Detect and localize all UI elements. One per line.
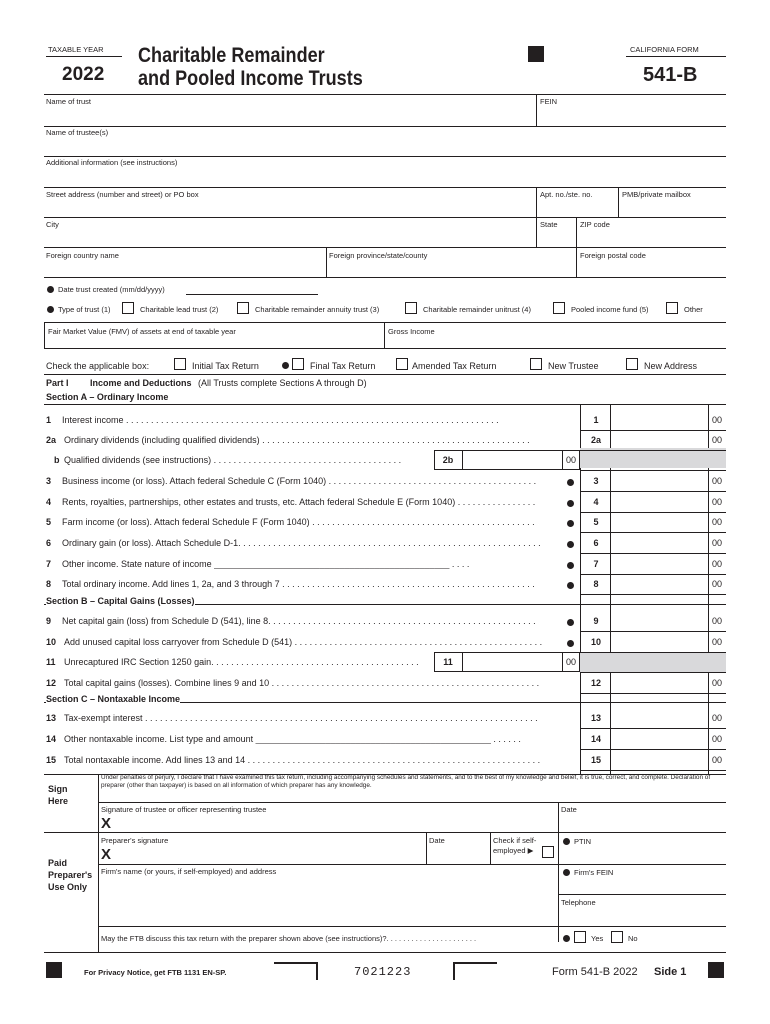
form-title-line2: and Pooled Income Trusts — [138, 67, 363, 90]
line-amount-field[interactable] — [611, 431, 707, 449]
line-number: 11 — [46, 657, 56, 667]
new-trustee-checkbox[interactable] — [530, 358, 542, 370]
discuss-question: May the FTB discuss this tax return with the preparer shown above (see instructions)?. . . . . . . . . . . . . . . . . . . . . . — [101, 934, 477, 943]
line-number: 8 — [46, 579, 52, 589]
line-box-number: 3 — [593, 476, 599, 486]
section-a-title: Section A – Ordinary Income — [46, 392, 169, 402]
line-cents: 00 — [712, 435, 723, 445]
city-field[interactable] — [46, 229, 532, 245]
gross-income-label: Gross Income — [388, 327, 435, 336]
firm-name-label: Firm's name (or yours, if self-employed) and address — [101, 867, 277, 876]
line-number: 5 — [46, 517, 52, 527]
date-created-field[interactable] — [186, 294, 318, 295]
trust-type-2-label: Charitable lead trust (2) — [140, 305, 219, 314]
apt-label: Apt. no./ste. no. — [540, 190, 593, 199]
line-label: Business income (or loss). Attach federal Schedule C (Form 1040) . . . . . . . . . . . . . . . . . . . . . . . . . . . . . . . . . . . . . . . . . . — [62, 476, 537, 486]
line-label: Add unused capital loss carryover from Schedule D (541) . . . . . . . . . . . . . . . . . . . . . . . . . . . . . . . . . . . . . . . . . . . . . . . . . . — [64, 637, 543, 647]
line-cents: 00 — [712, 678, 723, 688]
form-title-line1: Charitable Remainder — [138, 44, 325, 67]
name-of-trust-field[interactable] — [46, 106, 534, 124]
line-number: 12 — [46, 678, 57, 688]
line-cents: 00 — [712, 476, 723, 486]
trust-type-3-label: Charitable remainder annuity trust (3) — [255, 305, 380, 314]
discuss-no-label: No — [628, 934, 638, 943]
line-box-number: 5 — [593, 517, 599, 527]
form-reference: Form 541-B 2022 — [552, 966, 638, 978]
pmb-label: PMB/private mailbox — [622, 190, 691, 199]
line-box-number: 12 — [590, 678, 601, 688]
line-number: 13 — [46, 713, 57, 723]
foreign-postal-label: Foreign postal code — [580, 251, 646, 260]
name-of-trust-label: Name of trust — [46, 97, 92, 106]
line-label: Interest income . . . . . . . . . . . . . . . . . . . . . . . . . . . . . . . . . . . . . . . . . . . . . . . . . . . . . . . . . . . . . . . . . . . . . . . . . . . — [62, 415, 499, 425]
line-label: Ordinary dividends (including qualified dividends) . . . . . . . . . . . . . . . . . . . . . . . . . . . . . . . . . . . . . . . . . . . . . . . . . . . . . . — [64, 435, 530, 445]
line-cents: 00 — [712, 713, 723, 723]
street-label: Street address (number and street) or PO box — [46, 190, 199, 199]
line-label: Ordinary gain (or loss). Attach Schedule D-1. . . . . . . . . . . . . . . . . . . . . . . . . . . . . . . . . . . . . . . . . . . . . . . . . . . . . . . . . . . . . — [62, 538, 541, 548]
footer-registration-mark-left — [46, 962, 62, 978]
city-label: City — [46, 220, 59, 229]
line-label: Rents, royalties, partnerships, other estates and trusts, etc. Attach federal Schedule E (Form 1040) . . . . . . . . . . . . . . . . — [62, 497, 536, 507]
section-b-title: Section B – Capital Gains (Losses) — [46, 596, 195, 606]
line-number: 9 — [46, 616, 52, 626]
preparer-date-label: Date — [429, 836, 445, 845]
line-box-number: 2a — [590, 435, 601, 445]
final-return-checkbox[interactable] — [292, 358, 304, 370]
line-label: Other nontaxable income. List type and amount _______________________________________________ . . . . . . — [64, 734, 521, 744]
line-cents: 00 — [712, 517, 723, 527]
line-bullet — [567, 640, 574, 647]
firm-name-field[interactable] — [101, 878, 555, 940]
registration-mark — [528, 46, 544, 62]
line-label: Other income. State nature of income _______________________________________________ . . . . — [62, 559, 470, 569]
trust-type-1-checkbox[interactable] — [122, 302, 134, 314]
foreign-province-label: Foreign province/state/county — [329, 251, 428, 260]
line-box-number: 7 — [593, 559, 599, 569]
tax-year: 2022 — [62, 64, 105, 85]
discuss-yes-checkbox[interactable] — [574, 931, 586, 943]
date-created-label: Date trust created (mm/dd/yyyy) — [58, 285, 165, 294]
line-cents: 00 — [712, 734, 723, 744]
zip-label: ZIP code — [580, 220, 610, 229]
line-box-number: 13 — [590, 713, 601, 723]
line-number: 1 — [46, 415, 52, 425]
line-box-number: 8 — [593, 579, 599, 589]
trust-type-other-label: Other — [684, 305, 703, 314]
line-bullet — [567, 479, 574, 486]
line-amount-field[interactable] — [611, 633, 707, 651]
line-number: 6 — [46, 538, 52, 548]
line-cents: 00 — [712, 415, 723, 425]
street-field[interactable] — [46, 199, 532, 215]
line-cents: 00 — [566, 657, 577, 667]
trustee-signature-x: X — [101, 815, 112, 832]
line-box-number: 1 — [593, 415, 599, 425]
line-amount-field[interactable] — [611, 709, 707, 727]
preparer-signature-label: Preparer's signature — [101, 836, 169, 845]
preparers-label: Preparer's — [48, 870, 93, 880]
line-bullet — [567, 541, 574, 548]
line-amount-field[interactable] — [611, 751, 707, 769]
part1-note: (All Trusts complete Sections A through D) — [198, 378, 367, 388]
line-box-number: 10 — [590, 637, 601, 647]
trustee-signature-field[interactable] — [120, 814, 556, 832]
line-amount-field[interactable] — [611, 472, 707, 490]
line-box-number: 6 — [593, 538, 599, 548]
here-label: Here — [48, 796, 69, 806]
footer-registration-mark-right — [708, 962, 724, 978]
line-cents: 00 — [712, 497, 723, 507]
line-number: 3 — [46, 476, 52, 486]
line-number: 4 — [46, 497, 52, 507]
line-box-number: 4 — [593, 497, 599, 507]
line-bullet — [567, 562, 574, 569]
taxable-year-label: TAXABLE YEAR — [48, 45, 104, 54]
self-employed-checkbox[interactable] — [542, 846, 554, 858]
fmv-label: Fair Market Value (FMV) of assets at end of taxable year — [48, 327, 236, 336]
ptin-label: PTIN — [574, 837, 592, 846]
fein-field[interactable] — [540, 106, 724, 124]
use-only-label: Use Only — [48, 882, 88, 892]
state-label: State — [540, 220, 558, 229]
final-return-label: Final Tax Return — [310, 361, 376, 371]
privacy-notice: For Privacy Notice, get FTB 1131 EN-SP. — [84, 968, 227, 977]
line-number: 15 — [46, 755, 57, 765]
line-amount-field[interactable] — [611, 493, 707, 511]
telephone-label: Telephone — [561, 898, 596, 907]
trust-type-5-label: Pooled income fund (5) — [571, 305, 649, 314]
line-label: Total capital gains (losses). Combine lines 9 and 10 . . . . . . . . . . . . . . . . . . . . . . . . . . . . . . . . . . . . . . . . . . . . . . . . . . . . . . — [64, 678, 540, 688]
line-bullet — [567, 582, 574, 589]
side-label: Side 1 — [654, 966, 687, 978]
sign-label: Sign — [48, 784, 68, 794]
trustee-signature-label: Signature of trustee or officer representing trustee — [101, 805, 267, 814]
trust-type-4-checkbox[interactable] — [553, 302, 565, 314]
self-employed-label2: employed ▶ — [493, 846, 534, 855]
line-cents: 00 — [712, 538, 723, 548]
line-amount-field[interactable] — [611, 534, 707, 552]
line-bullet — [567, 500, 574, 507]
perjury-statement: Under penalties of perjury, I declare that I have examined this tax return, including accompanying schedules and statements, and to the best of my knowledge and belief, it is true, correct, and complete. Declaration of preparer (other than taxpayer) is based on all information of which preparer has any knowledge. — [101, 774, 711, 789]
footer-bracket-right — [453, 962, 497, 980]
line-cents: 00 — [712, 637, 723, 647]
section-c-title: Section C – Nontaxable Income — [46, 694, 181, 704]
line-amount-field[interactable] — [611, 674, 707, 692]
part1-title: Income and Deductions — [90, 378, 192, 388]
initial-return-checkbox[interactable] — [174, 358, 186, 370]
line-label: Farm income (or loss). Attach federal Schedule F (Form 1040) . . . . . . . . . . . . . . . . . . . . . . . . . . . . . . . . . . . . . . . . . . . . . — [62, 517, 535, 527]
line-box-number: 11 — [443, 657, 453, 667]
line-amount-field[interactable] — [611, 730, 707, 748]
line-number: b — [54, 455, 60, 465]
new-trustee-label: New Trustee — [548, 361, 599, 371]
trust-type-5-checkbox[interactable] — [666, 302, 678, 314]
line-cents: 00 — [712, 755, 723, 765]
self-employed-label1: Check if self- — [493, 836, 537, 845]
line-cents: 00 — [712, 616, 723, 626]
line-label: Net capital gain (loss) from Schedule D (541), line 8. . . . . . . . . . . . . . . . . . . . . . . . . . . . . . . . . . . . . . . . . . . . . . . . . . . . . . — [62, 616, 536, 626]
line-cents: 00 — [712, 579, 723, 589]
new-address-label: New Address — [644, 361, 698, 371]
trustee-name-field[interactable] — [46, 137, 724, 155]
line-label: Total nontaxable income. Add lines 13 and 14 . . . . . . . . . . . . . . . . . . . . . . . . . . . . . . . . . . . . . . . . . . . . . . . . . . . . . . . . . . . — [64, 755, 541, 765]
line-number: 7 — [46, 559, 52, 569]
california-form-label: CALIFORNIA FORM — [630, 45, 699, 54]
line-cents: 00 — [712, 559, 723, 569]
footer-bracket-left — [274, 962, 318, 980]
line-number: 14 — [46, 734, 57, 744]
type-of-trust-label: Type of trust (1) — [58, 305, 111, 314]
line-amount-field[interactable] — [611, 513, 707, 531]
preparer-signature-x: X — [101, 846, 112, 863]
form-code: 7021223 — [354, 965, 412, 979]
additional-info-label: Additional information (see instructions) — [46, 158, 178, 167]
line-label: Tax-exempt interest . . . . . . . . . . . . . . . . . . . . . . . . . . . . . . . . . . . . . . . . . . . . . . . . . . . . . . . . . . . . . . . . . . . . . . . . . . . . . . . — [64, 713, 538, 723]
part1-label: Part I — [46, 378, 69, 388]
amended-return-checkbox[interactable] — [396, 358, 408, 370]
form-number: 541-B — [643, 64, 698, 86]
trust-type-4-label: Charitable remainder unitrust (4) — [423, 305, 531, 314]
line-bullet — [567, 619, 574, 626]
trustee-date-label: Date — [561, 805, 577, 814]
additional-info-field[interactable] — [46, 167, 724, 185]
line-label: Total ordinary income. Add lines 1, 2a, and 3 through 7 . . . . . . . . . . . . . . . . . . . . . . . . . . . . . . . . . . . . . . . . . . . . . . . . . . . — [62, 579, 535, 589]
line-box-number: 9 — [593, 616, 599, 626]
line-bullet — [567, 520, 574, 527]
line-amount-field[interactable] — [611, 555, 707, 573]
line-box-number: 15 — [590, 755, 601, 765]
line-box-number: 14 — [590, 734, 601, 744]
discuss-no-checkbox[interactable] — [611, 931, 623, 943]
trust-type-2-checkbox[interactable] — [237, 302, 249, 314]
line-cents: 00 — [566, 455, 577, 465]
foreign-country-label: Foreign country name — [46, 251, 119, 260]
line-number: 10 — [46, 637, 57, 647]
new-address-checkbox[interactable] — [626, 358, 638, 370]
firm-fein-label: Firm's FEIN — [574, 868, 614, 877]
amended-return-label: Amended Tax Return — [412, 361, 497, 371]
line-amount-field[interactable] — [611, 575, 707, 593]
fein-label: FEIN — [540, 97, 558, 106]
line-number: 2a — [46, 435, 57, 445]
line-label: Qualified dividends (see instructions) . . . . . . . . . . . . . . . . . . . . . . . . . . . . . . . . . . . . . . — [64, 455, 402, 465]
check-applicable-label: Check the applicable box: — [46, 361, 150, 371]
trustee-name-label: Name of trustee(s) — [46, 128, 109, 137]
line-amount-field[interactable] — [611, 411, 707, 429]
initial-return-label: Initial Tax Return — [192, 361, 259, 371]
line-box-number: 2b — [442, 455, 454, 465]
trust-type-3-checkbox[interactable] — [405, 302, 417, 314]
line-label: Unrecaptured IRC Section 1250 gain. . . . . . . . . . . . . . . . . . . . . . . . . . . . . . . . . . . . . . . . . . — [64, 657, 419, 667]
paid-label: Paid — [48, 858, 68, 868]
discuss-yes-label: Yes — [591, 934, 604, 943]
line-amount-field[interactable] — [611, 612, 707, 630]
